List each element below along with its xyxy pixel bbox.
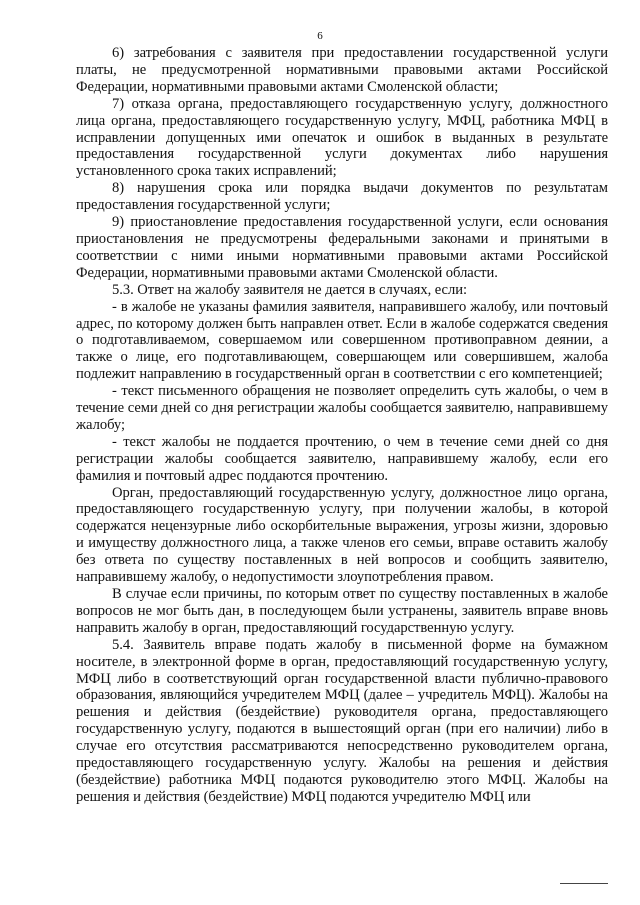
paragraph-resubmit: В случае если причины, по которым ответ по существу поставленных в жалобе вопросов не мог быть дан, в последующем были устранены, заявитель вправе вновь направить жалобу в орган, предоставляющий государственную услугу. [76, 586, 608, 636]
paragraph-section-5-4: 5.4. Заявитель вправе подать жалобу в письменной форме на бумажном носителе, в электронной форме в орган, предоставляющий государственную услугу, МФЦ либо в соответствующий орган государственной власти публично-правового образования, являющийся учредителем МФЦ (далее – учредитель МФЦ). Жалобы на решения и действия (бездействие) руководителя органа, предоставляющего государственную услугу, подаются в вышестоящий орган (при его наличии) либо в случае его отсутствия рассматриваются непосредственно руководителем органа, предоставляющего государственную услугу. Жалобы на решения и действия (бездействие) работника МФЦ подаются руководителю этого МФЦ. Жалобы на решения и действия (бездействие) МФЦ подаются учредителю МФЦ или [76, 636, 608, 805]
paragraph-bullet-no-name: - в жалобе не указаны фамилия заявителя, направившего жалобу, или почтовый адрес, по которому должен быть направлен ответ. Если в жалобе содержатся сведения о подготавливаемом, совершаемом или совершенном противоправном деянии, а также о лице, его подготавливающем, совершающем или совершившем, жалоба подлежит направлению в государственный орган в соответствии с его компетенцией; [76, 298, 608, 383]
paragraph-offensive-content: Орган, предоставляющий государственную услугу, должностное лицо органа, предоставляющего государственную услугу, при получении жалобы, в которой содержатся нецензурные либо оскорбительные выражения, угрозы жизни, здоровью и имуществу должностного лица, а также членов его семьи, вправе оставить жалобу без ответа по существу поставленных в ней вопросов и сообщить заявителю, направившему жалобу, о недопустимости злоупотребления правом. [76, 484, 608, 586]
paragraph-item-7: 7) отказа органа, предоставляющего государственную услугу, должностного лица органа, предоставляющего государственную услугу, МФЦ, работника МФЦ в исправлении допущенных ими опечаток и ошибок в выданных в результате предоставления государственной услуги документах либо нарушения установленного срока таких исправлений; [76, 95, 608, 180]
paragraph-item-6: 6) затребования с заявителя при предоставлении государственной услуги платы, не предусмотренной нормативными правовыми актами Российской Федерации, нормативными правовыми актами Смоленской области; [76, 45, 608, 95]
footer-rule [560, 883, 608, 884]
paragraph-section-5-3: 5.3. Ответ на жалобу заявителя не дается в случаях, если: [112, 281, 467, 298]
paragraph-item-8: 8) нарушения срока или порядка выдачи документов по результатам предоставления государственной услуги; [76, 180, 608, 214]
paragraph-bullet-unclear-text: - текст письменного обращения не позволяет определить суть жалобы, о чем в течение семи дней со дня регистрации жалобы сообщается заявителю, направившему жалобу; [76, 383, 608, 433]
paragraph-item-9: 9) приостановление предоставления государственной услуги, если основания приостановления не предусмотрены федеральными законами и принятыми в соответствии с ними иными нормативными правовыми актами Российской Федерации, нормативными правовыми актами Смоленской области. [76, 214, 608, 281]
page-number: 6 [317, 30, 323, 42]
document-body [76, 45, 608, 806]
paragraph-bullet-unreadable: - текст жалобы не поддается прочтению, о чем в течение семи дней со дня регистрации жалобы сообщается заявителю, направившему жалобу, если его фамилия и почтовый адрес поддаются прочтению. [76, 433, 608, 484]
